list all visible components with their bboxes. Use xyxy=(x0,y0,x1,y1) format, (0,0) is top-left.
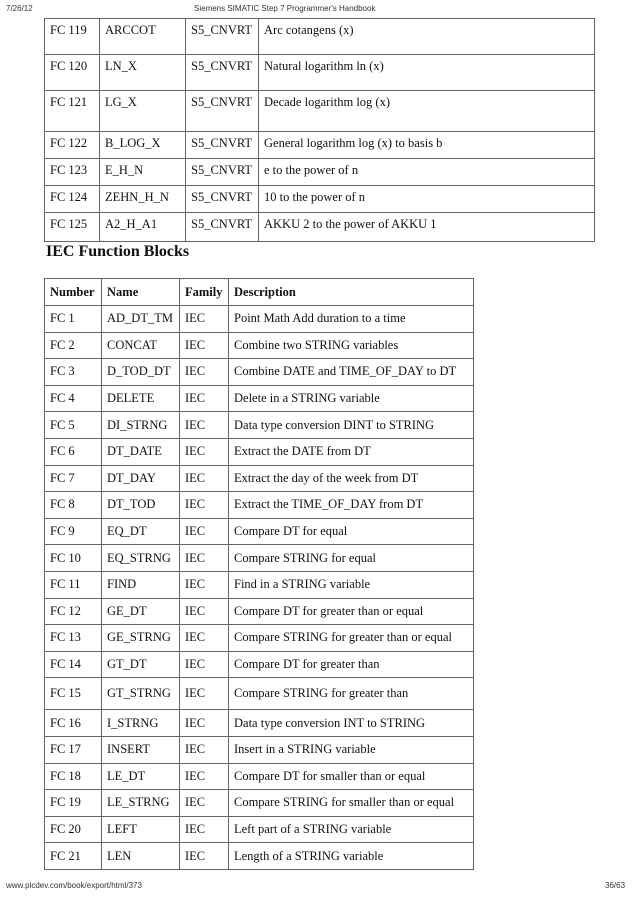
table-row xyxy=(45,816,474,843)
cell-description: Compare STRING for greater than xyxy=(229,678,474,710)
cell-description: e to the power of n xyxy=(259,159,595,186)
cell-number: FC 12 xyxy=(45,598,102,625)
section-title: IEC Function Blocks xyxy=(46,243,190,260)
table-row xyxy=(45,159,595,186)
cell-number: FC 1 xyxy=(45,306,102,333)
cell-number: FC 21 xyxy=(45,843,102,870)
cell-family: S5_CNVRT xyxy=(186,186,259,213)
cell-family: IEC xyxy=(180,843,229,870)
table-row xyxy=(45,790,474,817)
cell-description: General logarithm log (x) to basis b xyxy=(259,132,595,159)
cell-name: D_TOD_DT xyxy=(102,359,180,386)
cell-family: IEC xyxy=(180,465,229,492)
cell-number: FC 6 xyxy=(45,438,102,465)
cell-family: S5_CNVRT xyxy=(186,55,259,91)
cell-number: FC 19 xyxy=(45,790,102,817)
cell-description: Compare STRING for greater than or equal xyxy=(229,625,474,652)
cell-number: FC 4 xyxy=(45,385,102,412)
column-header-family: Family xyxy=(180,279,229,306)
cell-number: FC 10 xyxy=(45,545,102,572)
cell-family: IEC xyxy=(180,763,229,790)
cell-name: LE_DT xyxy=(102,763,180,790)
cell-description: Decade logarithm log (x) xyxy=(259,91,595,132)
cell-number: FC 2 xyxy=(45,332,102,359)
cell-family: IEC xyxy=(180,306,229,333)
cell-description: AKKU 2 to the power of AKKU 1 xyxy=(259,213,595,242)
cell-name: LE_STRNG xyxy=(102,790,180,817)
cell-number: FC 18 xyxy=(45,763,102,790)
cell-name: DT_DATE xyxy=(102,438,180,465)
cell-family: IEC xyxy=(180,710,229,737)
footer-url: www.plcdev.com/book/export/html/373 xyxy=(6,881,142,890)
cell-description: Compare STRING for equal xyxy=(229,545,474,572)
cell-family: S5_CNVRT xyxy=(186,19,259,55)
iec-function-table xyxy=(44,278,474,870)
cell-description: Length of a STRING variable xyxy=(229,843,474,870)
table-row xyxy=(45,332,474,359)
cell-family: IEC xyxy=(180,571,229,598)
table-row xyxy=(45,843,474,870)
table-row xyxy=(45,412,474,439)
cell-name: LG_X xyxy=(100,91,186,132)
table-row xyxy=(45,598,474,625)
cell-name: GT_DT xyxy=(102,651,180,678)
cell-name: E_H_N xyxy=(100,159,186,186)
cell-number: FC 9 xyxy=(45,518,102,545)
cell-description: Compare DT for smaller than or equal xyxy=(229,763,474,790)
table-row xyxy=(45,385,474,412)
cell-name: GE_STRNG xyxy=(102,625,180,652)
table-row xyxy=(45,736,474,763)
table-row xyxy=(45,545,474,572)
table-row xyxy=(45,625,474,652)
cell-name: A2_H_A1 xyxy=(100,213,186,242)
cell-family: IEC xyxy=(180,816,229,843)
cell-description: Extract the TIME_OF_DAY from DT xyxy=(229,492,474,519)
header-title: Siemens SIMATIC Step 7 Programmer's Handbook xyxy=(194,4,376,13)
cell-description: Compare STRING for smaller than or equal xyxy=(229,790,474,817)
cell-number: FC 8 xyxy=(45,492,102,519)
cell-family: S5_CNVRT xyxy=(186,159,259,186)
cell-number: FC 16 xyxy=(45,710,102,737)
table-row xyxy=(45,518,474,545)
cell-description: Extract the DATE from DT xyxy=(229,438,474,465)
footer-page: 36/63 xyxy=(605,881,626,890)
table-row xyxy=(45,678,474,710)
cell-name: DT_DAY xyxy=(102,465,180,492)
cell-family: IEC xyxy=(180,385,229,412)
table-row xyxy=(45,763,474,790)
table-row xyxy=(45,213,595,242)
column-header-description: Description xyxy=(229,279,474,306)
cell-description: Compare DT for greater than or equal xyxy=(229,598,474,625)
cell-name: INSERT xyxy=(102,736,180,763)
column-header-name: Name xyxy=(102,279,180,306)
cell-description: Natural logarithm ln (x) xyxy=(259,55,595,91)
cell-number: FC 5 xyxy=(45,412,102,439)
cell-family: IEC xyxy=(180,545,229,572)
header-date: 7/26/12 xyxy=(6,4,33,13)
table-header-row xyxy=(45,279,474,306)
cell-number: FC 121 xyxy=(45,91,100,132)
cell-name: I_STRNG xyxy=(102,710,180,737)
cell-name: DELETE xyxy=(102,385,180,412)
cell-description: Data type conversion DINT to STRING xyxy=(229,412,474,439)
table-row xyxy=(45,571,474,598)
cell-number: FC 122 xyxy=(45,132,100,159)
cell-number: FC 13 xyxy=(45,625,102,652)
table-row xyxy=(45,492,474,519)
cell-name: DI_STRNG xyxy=(102,412,180,439)
cell-number: FC 119 xyxy=(45,19,100,55)
cell-description: Insert in a STRING variable xyxy=(229,736,474,763)
cell-family: IEC xyxy=(180,332,229,359)
cell-description: 10 to the power of n xyxy=(259,186,595,213)
cell-name: FIND xyxy=(102,571,180,598)
cell-number: FC 120 xyxy=(45,55,100,91)
cell-name: AD_DT_TM xyxy=(102,306,180,333)
cell-name: B_LOG_X xyxy=(100,132,186,159)
table-row xyxy=(45,55,595,91)
cell-family: IEC xyxy=(180,412,229,439)
cell-family: IEC xyxy=(180,678,229,710)
cell-family: IEC xyxy=(180,518,229,545)
cell-number: FC 17 xyxy=(45,736,102,763)
cell-family: IEC xyxy=(180,790,229,817)
cell-number: FC 7 xyxy=(45,465,102,492)
cell-description: Point Math Add duration to a time xyxy=(229,306,474,333)
table-row xyxy=(45,359,474,386)
cell-number: FC 20 xyxy=(45,816,102,843)
cell-family: IEC xyxy=(180,625,229,652)
cell-number: FC 11 xyxy=(45,571,102,598)
cell-family: S5_CNVRT xyxy=(186,132,259,159)
cell-number: FC 14 xyxy=(45,651,102,678)
table-row xyxy=(45,132,595,159)
table-row xyxy=(45,465,474,492)
cell-family: IEC xyxy=(180,651,229,678)
cell-name: LEN xyxy=(102,843,180,870)
cell-family: IEC xyxy=(180,359,229,386)
table-row xyxy=(45,651,474,678)
cell-description: Combine two STRING variables xyxy=(229,332,474,359)
cell-description: Compare DT for equal xyxy=(229,518,474,545)
cell-family: IEC xyxy=(180,438,229,465)
cell-name: EQ_STRNG xyxy=(102,545,180,572)
cell-name: GE_DT xyxy=(102,598,180,625)
cell-number: FC 15 xyxy=(45,678,102,710)
cell-description: Delete in a STRING variable xyxy=(229,385,474,412)
table-row xyxy=(45,710,474,737)
top-function-table xyxy=(44,18,595,242)
cell-family: IEC xyxy=(180,492,229,519)
cell-description: Arc cotangens (x) xyxy=(259,19,595,55)
cell-family: IEC xyxy=(180,598,229,625)
cell-family: IEC xyxy=(180,736,229,763)
cell-description: Combine DATE and TIME_OF_DAY to DT xyxy=(229,359,474,386)
cell-family: S5_CNVRT xyxy=(186,91,259,132)
table-row xyxy=(45,19,595,55)
table-row xyxy=(45,91,595,132)
cell-name: EQ_DT xyxy=(102,518,180,545)
cell-name: LN_X xyxy=(100,55,186,91)
cell-name: GT_STRNG xyxy=(102,678,180,710)
cell-description: Compare DT for greater than xyxy=(229,651,474,678)
column-header-number: Number xyxy=(45,279,102,306)
cell-name: LEFT xyxy=(102,816,180,843)
cell-name: CONCAT xyxy=(102,332,180,359)
table-row xyxy=(45,438,474,465)
table-row xyxy=(45,186,595,213)
cell-name: ZEHN_H_N xyxy=(100,186,186,213)
cell-description: Find in a STRING variable xyxy=(229,571,474,598)
cell-name: ARCCOT xyxy=(100,19,186,55)
cell-number: FC 123 xyxy=(45,159,100,186)
cell-number: FC 125 xyxy=(45,213,100,242)
cell-description: Extract the day of the week from DT xyxy=(229,465,474,492)
cell-name: DT_TOD xyxy=(102,492,180,519)
cell-family: S5_CNVRT xyxy=(186,213,259,242)
cell-number: FC 3 xyxy=(45,359,102,386)
cell-number: FC 124 xyxy=(45,186,100,213)
table-row xyxy=(45,306,474,333)
cell-description: Left part of a STRING variable xyxy=(229,816,474,843)
cell-description: Data type conversion INT to STRING xyxy=(229,710,474,737)
